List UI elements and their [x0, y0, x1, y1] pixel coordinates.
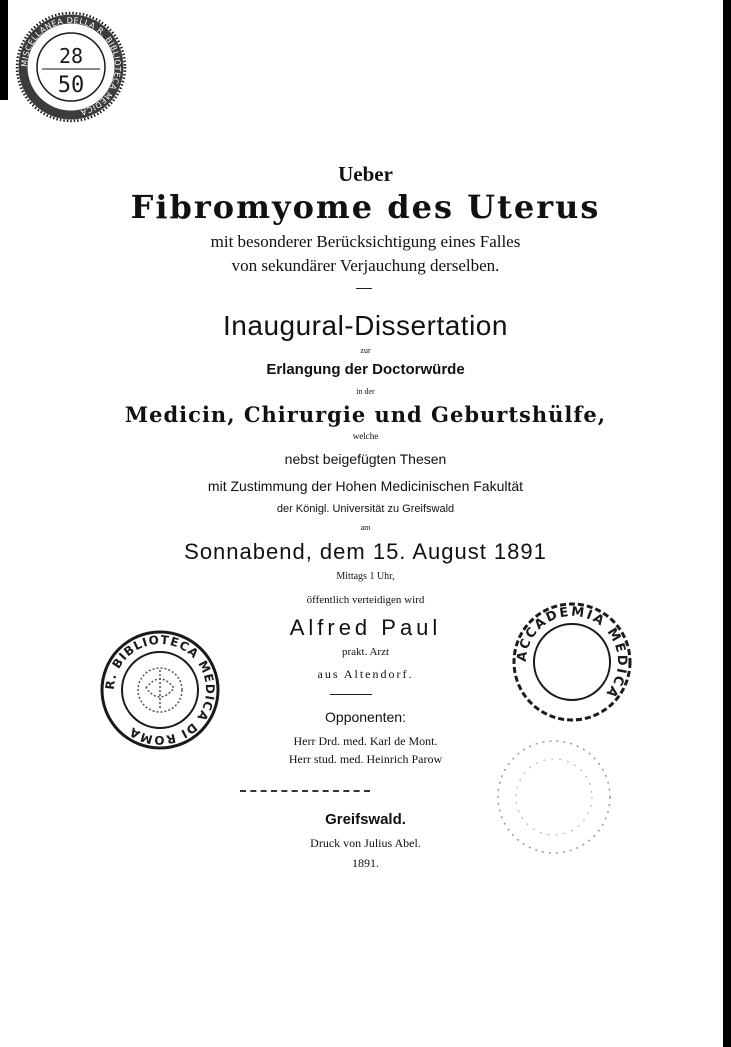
- subtitle-line-2: von sekundärer Verjauchung derselben.: [231, 256, 500, 275]
- dissertation-heading: Inaugural-Dissertation: [223, 310, 508, 341]
- scan-edge-left: [0, 0, 8, 100]
- accademia-stamp-text: ACCADEMIA MEDICA: [514, 604, 630, 702]
- text-am: am: [360, 523, 371, 532]
- opponent-first: Herr Drd. med. Karl de Mont.: [293, 734, 438, 748]
- stamp-number-bottom: 50: [57, 73, 85, 98]
- dotted-separator: [240, 790, 370, 794]
- author-name: Alfred Paul: [289, 615, 442, 640]
- opponents-heading: Opponenten:: [325, 709, 406, 725]
- imprint-city: Greifswald.: [325, 811, 406, 828]
- stamp-number-top: 28: [58, 44, 84, 68]
- divider-short: [356, 288, 372, 289]
- author-origin: aus Altendorf.: [317, 667, 414, 681]
- imprint-printer: Druck von Julius Abel.: [310, 836, 421, 850]
- text-in-der: in der: [356, 387, 375, 396]
- author-role: prakt. Arzt: [341, 646, 390, 658]
- text-welche: welche: [352, 431, 379, 441]
- defense-time: Mittags 1 Uhr,: [336, 571, 395, 582]
- text-erlangung: Erlangung der Doctorwürde: [266, 361, 465, 378]
- roma-stamp-text: R. BIBLIOTECA MEDICA DI ROMA: [102, 632, 218, 748]
- faculties-line: Medicin, Chirurgie und Geburtshülfe,: [124, 402, 607, 427]
- subtitle-line-1: mit besonderer Berücksichtigung eines Falles: [210, 232, 521, 251]
- top-left-stamp-text: MISCELLANEA DELLA R. BIBLIOTECA MEDICA: [19, 15, 123, 117]
- text-thesen: nebst beigefügten Thesen: [284, 451, 447, 467]
- opponent-second: Herr stud. med. Heinrich Parow: [288, 752, 443, 766]
- library-seal-stamp: [12, 8, 130, 126]
- text-zur: zur: [360, 346, 371, 355]
- title-ueber: Ueber: [338, 162, 393, 186]
- text-verteidigen: öffentlich verteidigen wird: [306, 594, 425, 606]
- main-title: Fibromyome des Uterus: [130, 188, 601, 226]
- text-universitaet: der Königl. Universität zu Greifswald: [276, 503, 455, 515]
- imprint-year: 1891.: [352, 856, 379, 870]
- defense-date: Sonnabend, dem 15. August 1891: [184, 539, 547, 564]
- text-zustimmung: mit Zustimmung der Hohen Medicinischen Fakultät: [207, 478, 524, 494]
- divider-author: [330, 694, 372, 695]
